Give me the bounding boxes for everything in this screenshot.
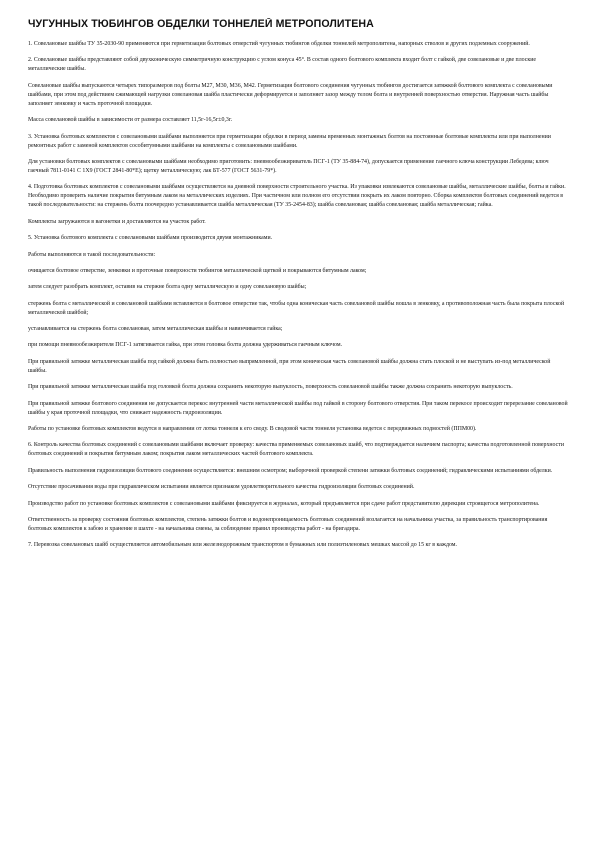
paragraph-24: Ответственность за проверку состояния болтовых комплектов, степень затяжки болтов и водонепроницаемость болтовых соединений возлагается на начальника участка, за правильность транспортирования болтовых комплектов к забою и хранение в шахте - на начальника смены, за соблюдение правил производства работ - на бригадира. [28, 516, 548, 532]
paragraph-18: При правильной затяжке болтового соединения не допускается перекос внутренней части металлической шайбы под гайкой в сторону болтового отверстия. При таком перекосе происходит перерезание совелановой шайбы у края проточной площадки, что снижает надежность гидроизоляции. [28, 400, 568, 416]
paragraph-8: Комплекты загружаются в вагонетки и доставляются на участок работ. [28, 218, 206, 225]
paragraph-2: 2. Совелановые шайбы представляют собой двухконическую симметричную конструкцию с углом конуса 45°. В состав одного болтового комплекта входит болт с гайкой, две совелановые и две плоские металлические шайбы. [28, 57, 536, 73]
paragraph-1: 1. Совелановые шайбы ТУ 35-2030-90 применяются при герметизации болтовых отверстий чугунных тюбингов обделки тоннелей метрополитена, напорных стволов и других подземных сооружений. [28, 41, 530, 47]
paragraph-7: 4. Подготовка болтовых комплектов с совелановыми шайбами осуществляется на дневной поверхности строительного участка. Из упаковки извлекаются совелановые шайбы, металлические шайбы, болты и гайки. Необходимо проверить наличие покрытия битумным лаком на металлических изделиях. При частичном или полном его отсутствии покрыть их лаком повторно. Сборка комплектов болтовых соединений ведется в такой последовательности: на стержень болта поочередно устанавливается шайба металлическая (ТУ 35-2454-83); шайба совелановая; шайба совелановая; шайба металлическая; гайка. [28, 184, 566, 209]
paragraph-11: очищается болтовое отверстие, зенковки и проточные поверхности тюбингов металлической щеткой и покрываются битумным лаком; [28, 267, 367, 274]
paragraph-15: при помощи пневмообезжирителя ПСГ-1 затягивается гайка, при этом головка болта должна удерживаться гаечным ключом. [28, 342, 343, 349]
document-title: ЧУГУННЫХ ТЮБИНГОВ ОБДЕЛКИ ТОННЕЛЕЙ МЕТРОПОЛИТЕНА [28, 18, 374, 30]
paragraph-17: При правильной затяжке металлическая шайба под головкой болта должна сохранить некоторую выпуклость, поверхность совелановой шайбы также должна сохранить некоторую выпуклость. [28, 384, 513, 391]
paragraph-4: Масса совелановой шайбы в зависимости от размера составляет 11,5г-16,5г±0,3г. [28, 117, 233, 124]
paragraph-19: Работы по установке болтовых комплектов ведутся в направлении от лотка тоннеля к его своду. В сводовой части тоннеля установка ведется с передвижных подмостей (ППМ00). [28, 426, 477, 433]
paragraph-5: 3. Установка болтовых комплектов с совелановыми шайбами выполняется при герметизации обделки в период замены временных монтажных болтов на постоянные болтовые комплекты или при выполнении ремонтных работ с заменой комплектов сособитумными шайбами на комплекты с совелановыми шайбами. [28, 133, 551, 149]
paragraph-3: Совелановые шайбы выпускаются четырех типоразмеров под болты М27, М30, М36, М42. Герметизация болтового соединения чугунных тюбингов достигается затяжкой болтового комплекта с совелановыми шайбами, при этом под действием сжимающей нагрузки совелановая шайба пластически деформируется и заполняет зазор между телом болта и внутренней поверхностью отверстия. Наружная часть шайбы заполняет зенковку и часть проточной площадки. [28, 82, 553, 107]
paragraph-22: Отсутствие просачивания воды при гидравлическом испытании является признаком удовлетворительного качества гидроизоляции болтовых соединений. [28, 484, 415, 491]
paragraph-9: 5. Установка болтового комплекта с совелановыми шайбами производится двумя монтажниками. [28, 235, 273, 242]
paragraph-21: Правильность выполнения гидроизоляции болтового соединения осуществляется: внешним осмотром; выборочной проверкой степени затяжки болтовых соединений; гидравлическими испытаниями обделки. [28, 467, 553, 474]
paragraph-13: стержень болта с металлической и совелановой шайбами вставляется в болтовое отверстие так, чтобы одна коническая часть совелановой шайбы вошла в зенковку, а противоположная часть была покрыта плоской металлической шайбой; [28, 300, 565, 316]
paragraph-23: Производство работ по установке болтовых комплектов с совелановыми шайбами фиксируется в журналах, который предъявляется при сдаче работ представителю дирекции строящегося метрополитена. [28, 500, 540, 507]
paragraph-25: 7. Перевозка совелановых шайб осуществляется автомобильным или железнодорожным транспортом в бумажных или полиэтиленовых мешках массой до 15 кг в каждом. [28, 542, 457, 549]
document-body [28, 40, 568, 558]
paragraph-16: При правильной затяжке металлическая шайба под гайкой должна быть полностью выпрямленной, при этом коническая часть совелановой шайбы должна стать плоской и не выступать из-под металлической шайбы. [28, 358, 551, 374]
paragraph-10: Работы выполняются в такой последовательности: [28, 251, 156, 258]
paragraph-6: Для установки болтовых комплектов с совелановыми шайбами необходимо приготовить: пневмообезжириватель ПСГ-1 (ТУ 35-884-74), допускается применение гаечного ключа конструкции Лебедева; ключ гаечный 7811-0141 С 1Х9 (ГОСТ 2841-80*Е); щетку металлическую; лак БТ-577 (ГОСТ 5631-79*). [28, 158, 549, 174]
paragraph-14: устанавливается на стержень болта совелановая, затем металлическая шайбы и навинчивается гайка; [28, 326, 283, 333]
paragraph-20: 6. Контроль качества болтовых соединений с совелановыми шайбами включает проверку: качества применяемых совелановых шайб, что подтверждается наличием паспорта; качества подготовленной поверхности болтовых соединений и покрытия битумным лаком; покрытия лаком металлических частей болтового комплекта. [28, 442, 564, 458]
paragraph-12: затем следует разобрать комплект, оставив на стержне болта одну металлическую и одну совелановую шайбы; [28, 284, 307, 291]
